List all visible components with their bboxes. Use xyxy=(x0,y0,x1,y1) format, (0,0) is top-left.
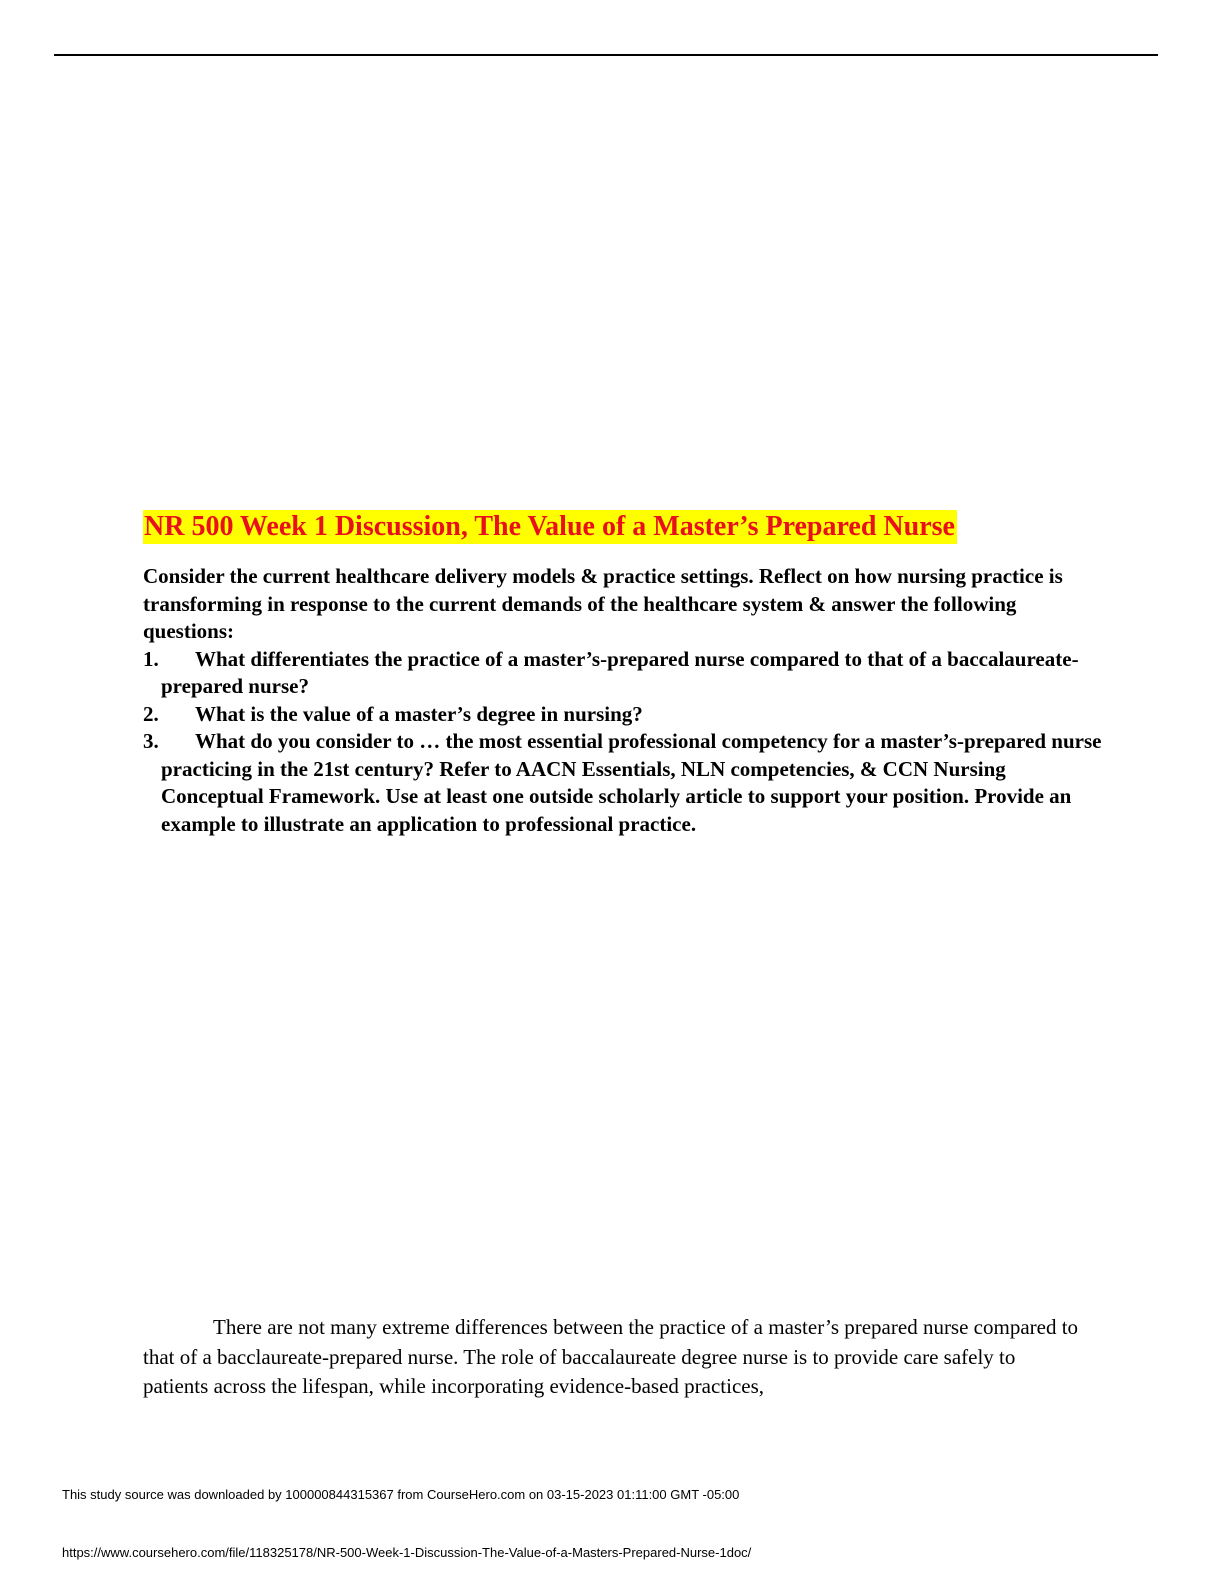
question-item xyxy=(143,701,1103,729)
header-rule xyxy=(54,54,1158,56)
download-source-note: This study source was downloaded by 100000844315367 from CourseHero.com on 03-15-2023 01:11:00 GMT -05:00 xyxy=(62,1487,740,1502)
question-item xyxy=(143,728,1103,838)
prompt-intro: Consider the current healthcare delivery models & practice settings. Reflect on how nursing practice is transforming in response to the current demands of the healthcare system & answer the following questions: xyxy=(143,564,1063,643)
question-text: What differentiates the practice of a master’s-prepared nurse compared to that of a baccalaureate-prepared nurse? xyxy=(161,646,1079,698)
question-text: What do you consider to … the most essential professional competency for a master’s-prepared nurse practicing in the 21st century? Refer to AACN Essentials, NLN competencies, & CCN Nursing Conceptual Framework. Use at least one outside scholarly article to support your position. Provide an example to illustrate an application to professional practice. xyxy=(161,729,1102,836)
discussion-prompt xyxy=(143,563,1103,838)
question-text: What is the value of a master’s degree in nursing? xyxy=(195,701,643,726)
document-title: NR 500 Week 1 Discussion, The Value of a Master’s Prepared Nurse xyxy=(144,511,955,542)
question-list xyxy=(143,646,1103,839)
question-item xyxy=(143,646,1103,701)
answer-paragraph: There are not many extreme differences between the practice of a master’s prepared nurse compared to that of a bacclaureate-prepared nurse. The role of baccalaureate degree nurse is to provide care safely to patients across the lifespan, while incorporating evidence-based practices, xyxy=(143,1315,1079,1398)
question-number: 1. xyxy=(143,646,159,671)
question-number: 2. xyxy=(143,701,159,726)
source-url: https://www.coursehero.com/file/118325178/NR-500-Week-1-Discussion-The-Value-of-a-Masters-Prepared-Nurse-1doc/ xyxy=(62,1545,752,1560)
question-number: 3. xyxy=(143,729,159,753)
